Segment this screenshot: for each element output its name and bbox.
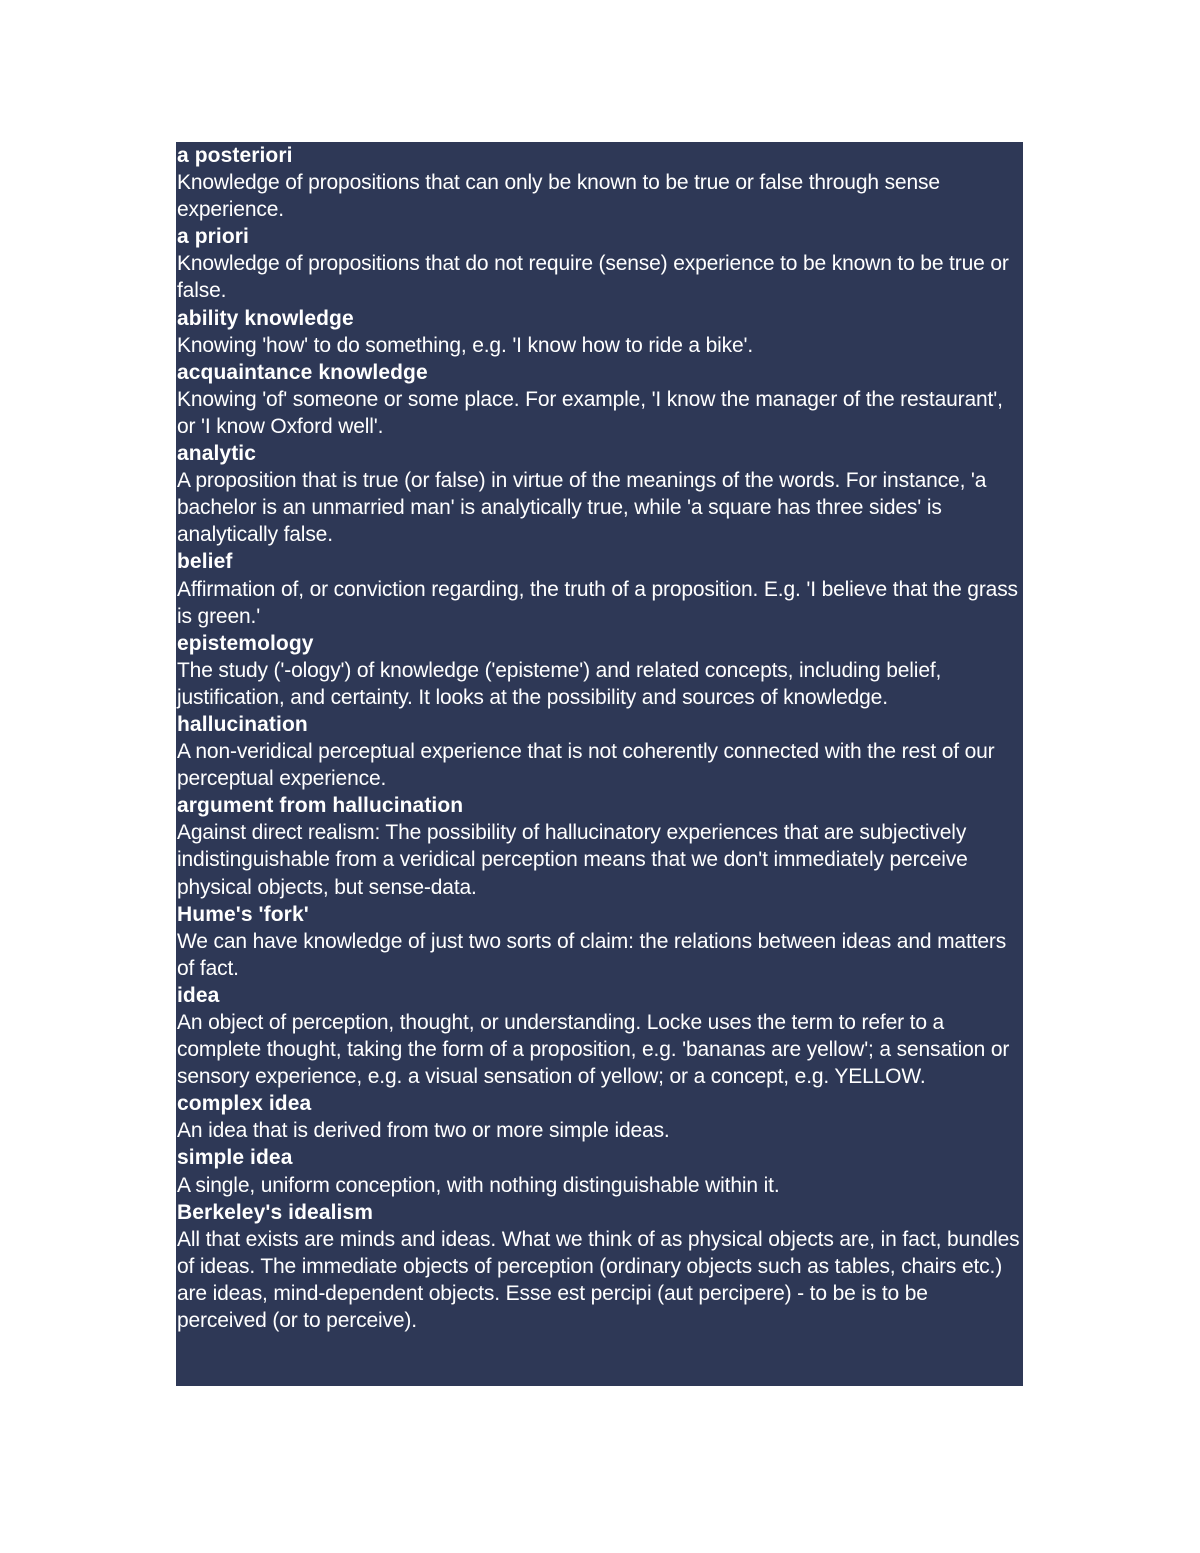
glossary-entry <box>177 548 1023 629</box>
glossary-entry <box>177 901 1023 982</box>
glossary-entry <box>177 630 1023 711</box>
glossary-term: ability knowledge <box>177 306 354 330</box>
glossary-entry <box>177 1090 1023 1144</box>
glossary-definition: Against direct realism: The possibility of hallucinatory experiences that are subjectively indistinguishable from a veridical perception means that we don't immediately perceive physical objects, but sense-data. <box>177 821 968 899</box>
glossary-term: argument from hallucination <box>177 794 464 818</box>
glossary-definition: Knowing 'of' someone or some place. For example, 'I know the manager of the restaurant', or 'I know Oxford well'. <box>177 387 1003 438</box>
glossary-definition: Knowledge of propositions that can only be known to be true or false through sense experience. <box>177 171 940 222</box>
glossary-term: Hume's 'fork' <box>177 902 309 926</box>
glossary-definition: A non-veridical perceptual experience that is not coherently connected with the rest of our perceptual experience. <box>177 740 995 791</box>
glossary-entry <box>177 305 1023 359</box>
glossary-definition: Affirmation of, or conviction regarding, the truth of a proposition. E.g. 'I believe that the grass is green.' <box>177 577 1018 628</box>
glossary-entry <box>177 223 1023 304</box>
glossary-term: idea <box>177 983 220 1007</box>
glossary-term: belief <box>177 550 233 574</box>
glossary-definition: Knowledge of propositions that do not require (sense) experience to be known to be true or false. <box>177 252 1009 303</box>
glossary-term: simple idea <box>177 1146 293 1170</box>
glossary-term: a posteriori <box>177 144 293 167</box>
glossary-definition: All that exists are minds and ideas. What we think of as physical objects are, in fact, bundles of ideas. The immediate objects of perception (ordinary objects such as tables, chairs etc.) are ideas, mind-dependent objects. Esse est percipi (aut percipere) - to be is to be perceived (or to perceive). <box>177 1227 1020 1333</box>
glossary-definition: We can have knowledge of just two sorts of claim: the relations between ideas and matters of fact. <box>177 929 1007 980</box>
glossary-definition: An object of perception, thought, or understanding. Locke uses the term to refer to a complete thought, taking the form of a proposition, e.g. 'bananas are yellow'; a sensation or sensory experience, e.g. a visual sensation of yellow; or a concept, e.g. YELLOW. <box>177 1011 1010 1089</box>
glossary-definition: An idea that is derived from two or more simple ideas. <box>177 1119 670 1143</box>
glossary-term: analytic <box>177 442 257 466</box>
glossary-term: hallucination <box>177 712 308 736</box>
glossary-entry <box>177 1144 1023 1198</box>
glossary-entry <box>177 711 1023 792</box>
glossary-entry <box>177 792 1023 900</box>
glossary-definition: The study ('-ology') of knowledge ('episteme') and related concepts, including belief, justification, and certainty. It looks at the possibility and sources of knowledge. <box>177 658 942 709</box>
glossary-term: a priori <box>177 225 249 249</box>
glossary-term: complex idea <box>177 1092 312 1116</box>
glossary-entry <box>177 440 1023 548</box>
glossary-definition: Knowing 'how' to do something, e.g. 'I know how to ride a bike'. <box>177 333 754 357</box>
glossary-definition: A proposition that is true (or false) in virtue of the meanings of the words. For instance, 'a bachelor is an unmarried man' is analytically true, while 'a square has three sides' is analytically false. <box>177 469 987 547</box>
glossary-term: Berkeley's idealism <box>177 1200 374 1224</box>
glossary-block <box>176 142 1023 1386</box>
glossary-entry <box>177 1199 1023 1334</box>
glossary-term: epistemology <box>177 631 314 655</box>
glossary-entry <box>177 359 1023 440</box>
glossary-entry <box>177 142 1023 223</box>
glossary-definition: A single, uniform conception, with nothing distinguishable within it. <box>177 1173 780 1197</box>
glossary-entry <box>177 982 1023 1090</box>
glossary-term: acquaintance knowledge <box>177 360 428 384</box>
